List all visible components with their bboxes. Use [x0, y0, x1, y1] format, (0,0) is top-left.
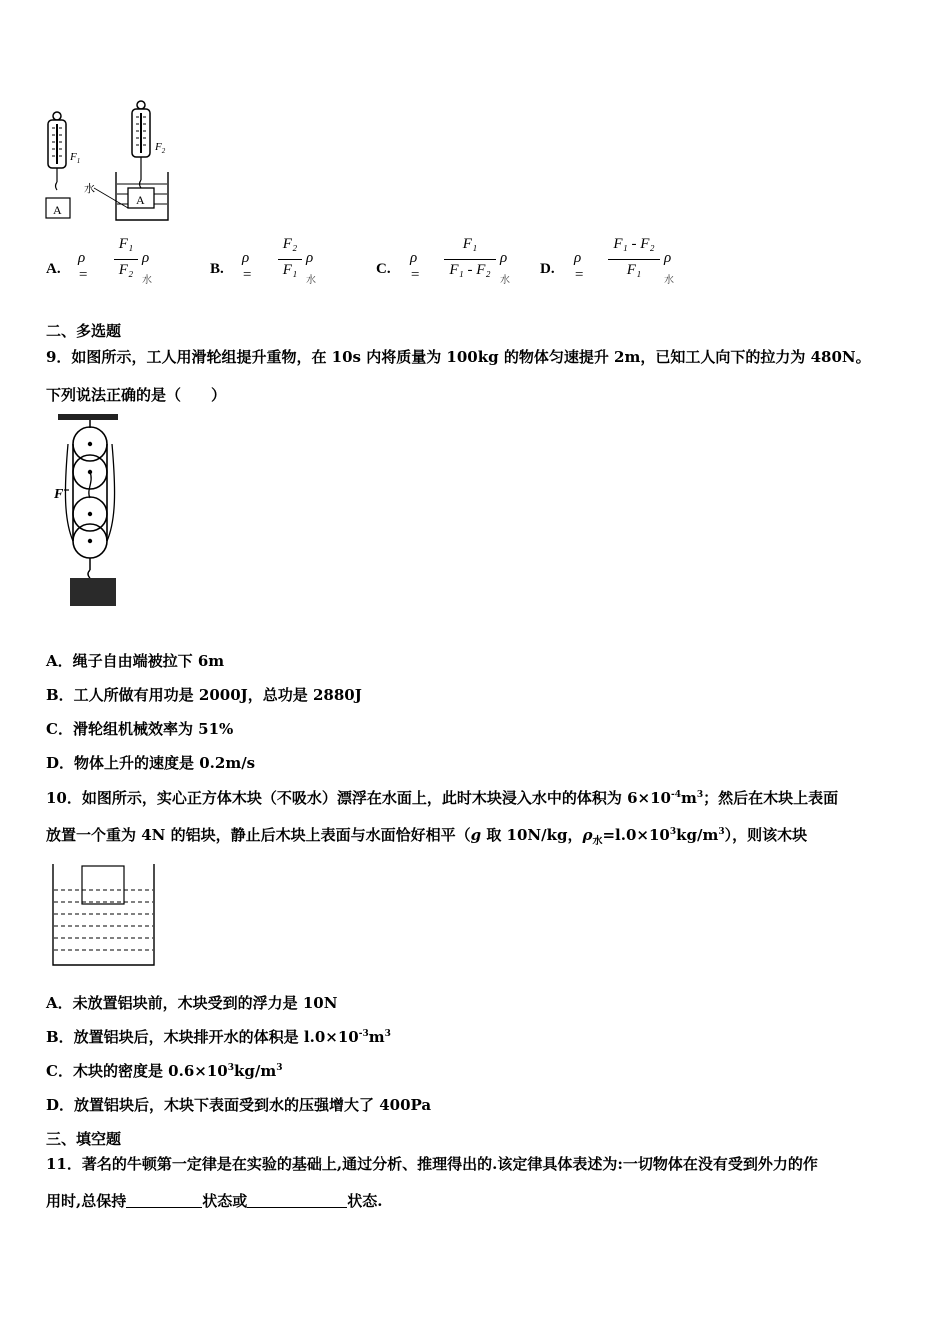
formula-numerator: F₂ [282, 236, 298, 252]
diagram-label-a-right: A [136, 193, 145, 207]
diagram-label-water: 水 [84, 183, 95, 195]
formula-rho-water: $\rho_水$ [142, 250, 152, 286]
beaker [94, 172, 168, 220]
spring-scale-right [132, 101, 150, 188]
q9-stem-line2: 下列说法正确的是（ ） [46, 386, 227, 404]
formula-numerator: F₁ [118, 236, 134, 252]
q10-stem-line2: 放置一个重为 4N 的铝块，静止后木块上表面与水面恰好相平（g 取 10N/kg，$\rho_水=l.0\times 10^3kg/m^3$），则该木块 [46, 826, 808, 847]
q11-blank-2[interactable] [247, 1193, 347, 1208]
fraction-bar [444, 259, 496, 260]
q9-stem-line1: 9．如图所示，工人用滑轮组提升重物，在 10s 内将质量为 100kg 的物体匀速提升 2m，已知工人向下的拉力为 480N。 [46, 348, 871, 366]
q11-blank-1[interactable] [126, 1193, 202, 1208]
pulley-system-diagram [50, 410, 130, 615]
q9-option-b: B．工人所做有用功是 2000J，总功是 2880J [46, 686, 362, 704]
section-title-fill-in: 三、填空题 [46, 1130, 122, 1148]
formula-numerator: F₁ - F₂ [613, 236, 655, 252]
diagram-label-f2: $F_2$ [155, 141, 166, 155]
formula-lhs: ρ = [242, 250, 253, 283]
diagram-label-force-f: F [54, 487, 64, 502]
section-title-multiple-choice: 二、多选题 [46, 322, 122, 340]
q10-option-c: C．木块的密度是 $0.6\times 10^3kg/m^3$ [46, 1062, 283, 1080]
formula-denominator: F₂ [118, 262, 134, 278]
q10-option-d: D．放置铝块后，木块下表面受到水的压强增大了 400Pa [46, 1096, 432, 1114]
diagram-label-a-left: A [53, 203, 62, 217]
q9-option-c: C．滑轮组机械效率为 51% [46, 720, 234, 738]
option-letter: C. [376, 261, 391, 277]
q10-stem-line1: 10．如图所示，实心正方体木块（不吸水）漂浮在水面上，此时木块浸入水中的体积为 $6\times 10^{-4}m^3$；然后在木块上表面 [46, 789, 839, 807]
spring-scale-diagram [40, 100, 200, 225]
q9-option-d: D．物体上升的速度是 0.2m/s [46, 754, 256, 772]
formula-lhs: ρ = [410, 250, 421, 283]
formula-lhs: ρ = [574, 250, 585, 283]
fraction-bar [278, 259, 302, 260]
q10-option-b: B．放置铝块后，木块排开水的体积是 $l.0\times 10^{-3}m^3$ [46, 1028, 391, 1046]
q10-option-a: A．未放置铝块前，木块受到的浮力是 10N [46, 994, 338, 1012]
formula-rho-water: $\rho_水$ [306, 250, 316, 286]
formula-rho-water: $\rho_水$ [664, 250, 674, 286]
option-letter: A. [46, 261, 61, 277]
formula-lhs: ρ = [78, 250, 89, 283]
q11-stem-line1: 11．著名的牛顿第一定律是在实验的基础上,通过分析、推理得出的.该定律具体表述为:一切物体在没有受到外力的作 [46, 1155, 818, 1173]
formula-denominator: F₁ [626, 262, 642, 278]
fraction-bar [608, 259, 660, 260]
option-letter: D. [540, 261, 555, 277]
fraction-bar [114, 259, 138, 260]
diagram-label-f1: $F_1$ [70, 151, 81, 165]
floating-block-diagram [50, 862, 160, 970]
formula-denominator: F₁ - F₂ [449, 262, 491, 278]
q11-stem-line2: 用时,总保持 状态或 状态. [46, 1192, 383, 1210]
formula-denominator: F₁ [282, 262, 298, 278]
formula-rho-water: $\rho_水$ [500, 250, 510, 286]
formula-numerator: F₁ [462, 236, 478, 252]
option-letter: B. [210, 261, 224, 277]
q9-option-a: A．绳子自由端被拉下 6m [46, 652, 225, 670]
